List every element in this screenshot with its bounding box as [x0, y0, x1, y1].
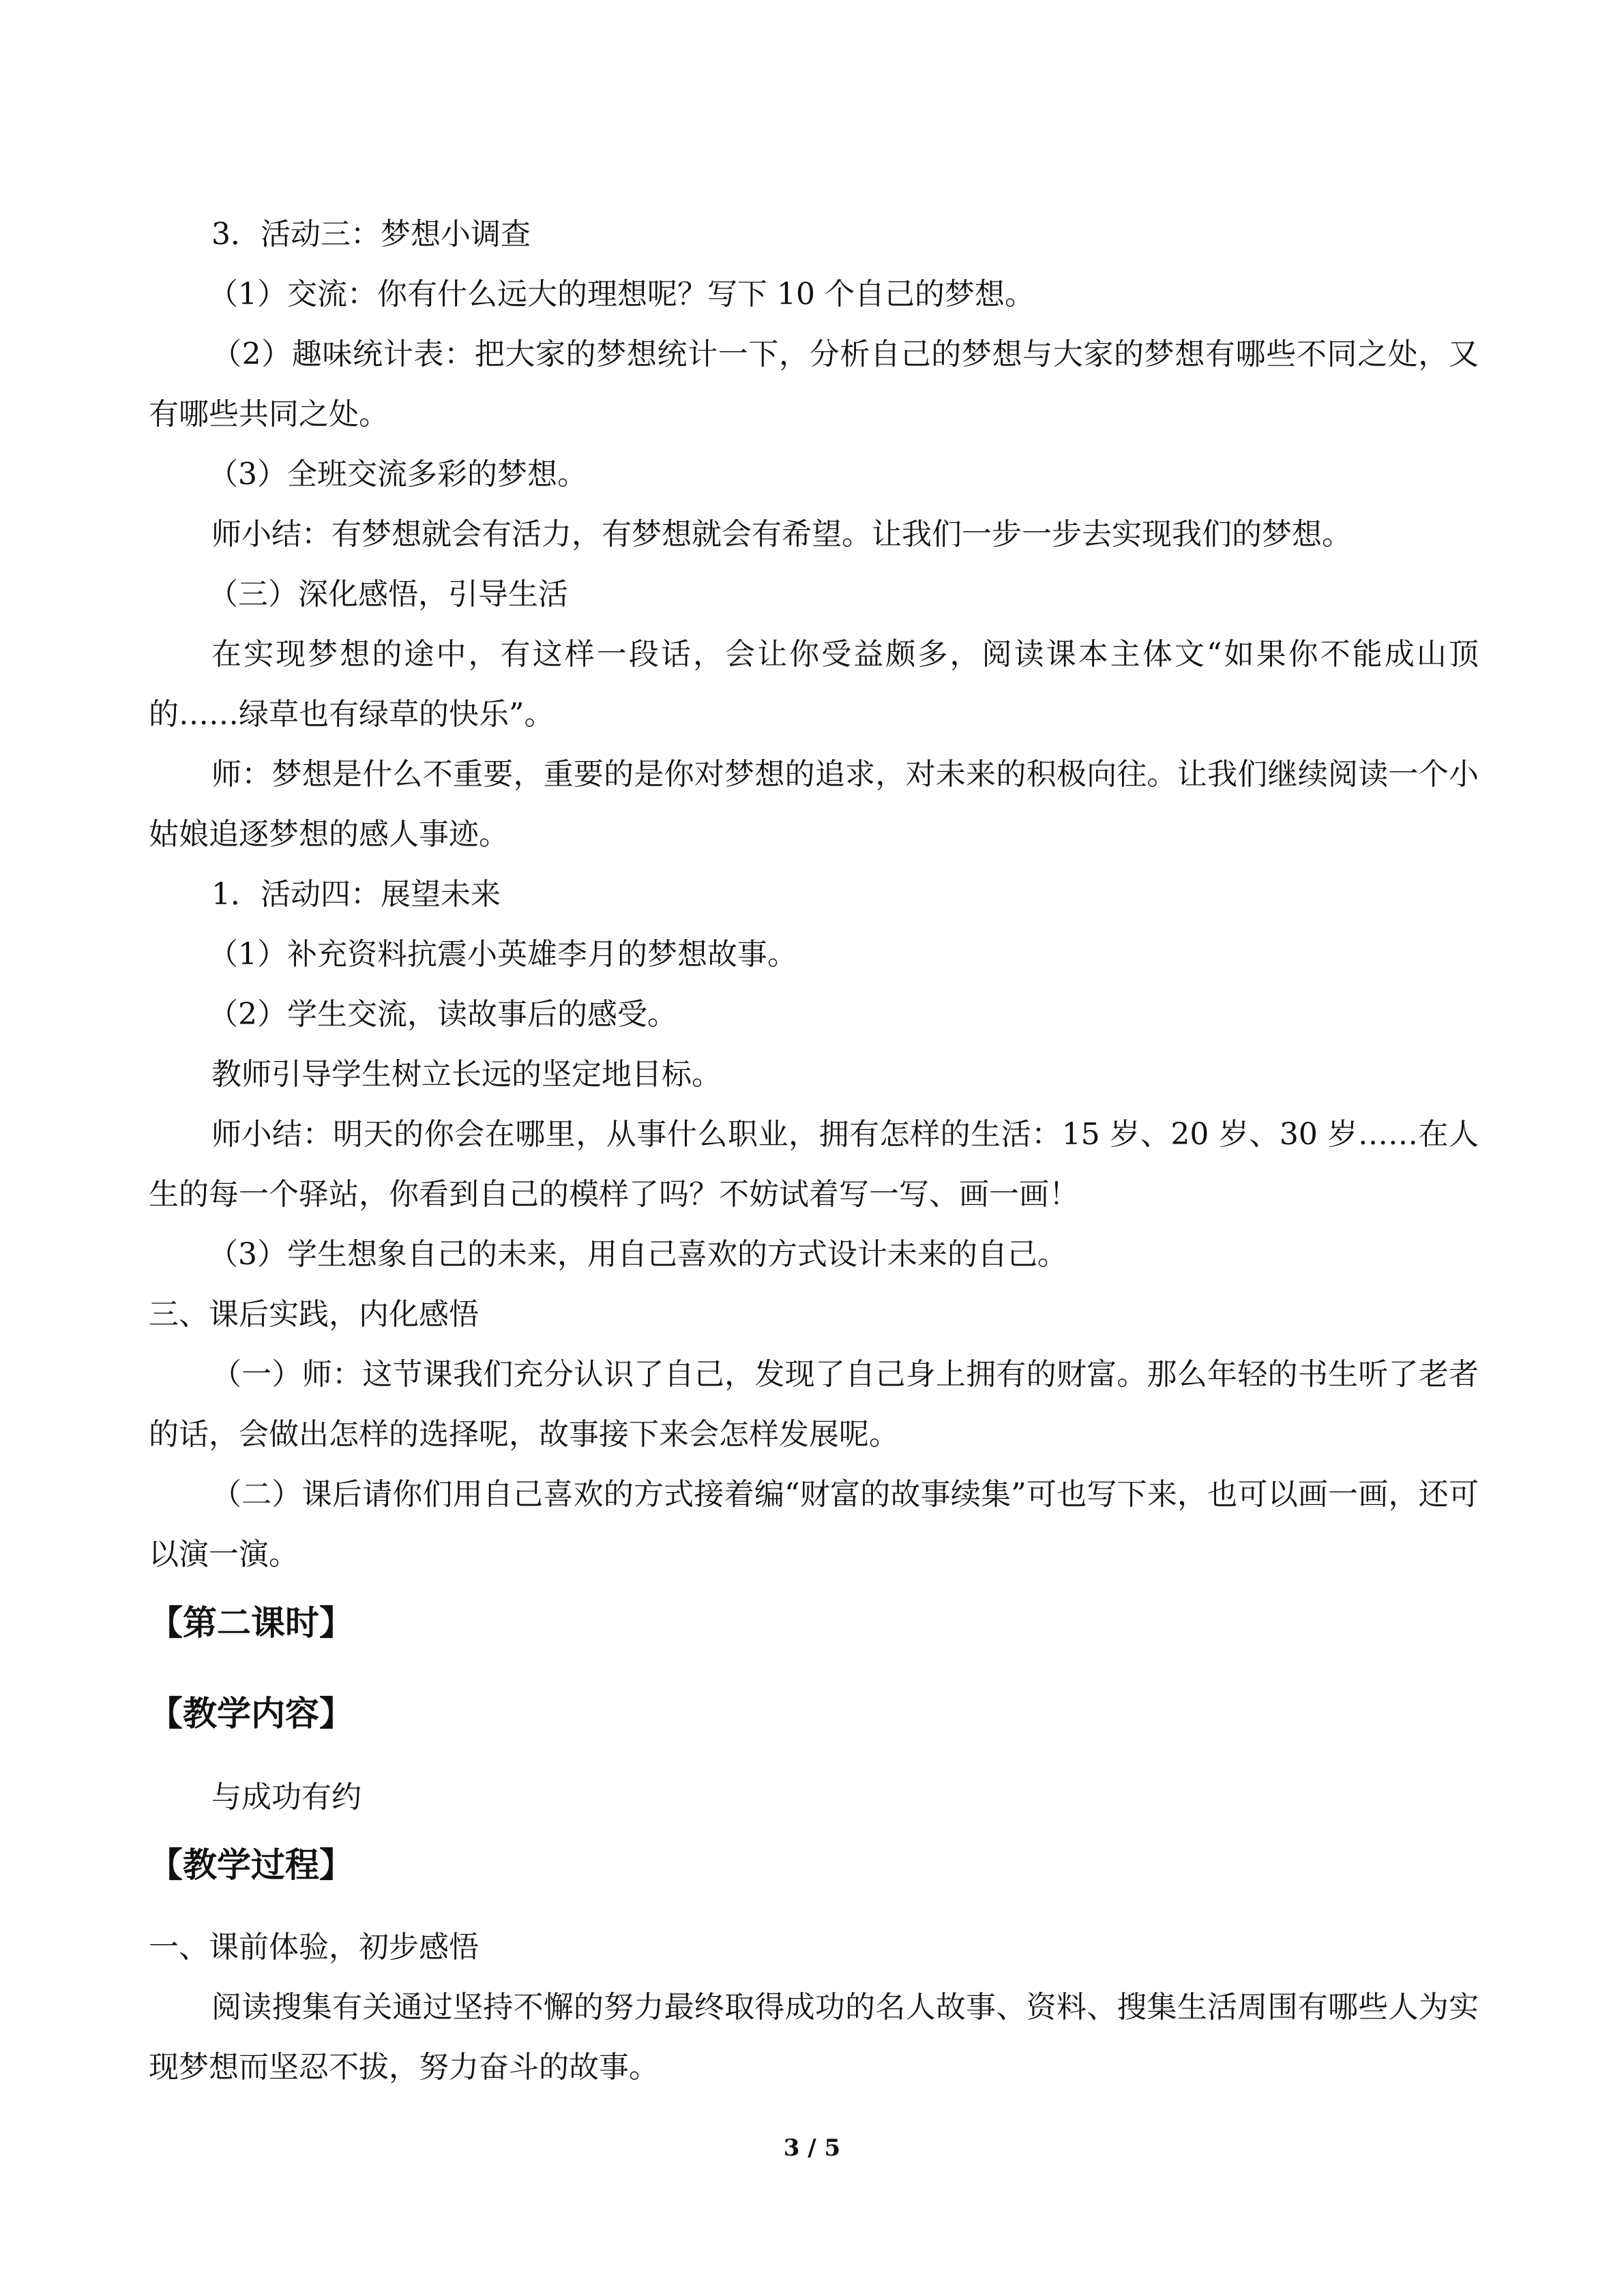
paragraph-pre-class-reading: 阅读搜集有关通过坚持不懈的努力最终取得成功的名人故事、资料、搜集生活周围有哪些人为实现梦想而坚忍不拔，努力奋斗的故事。 [149, 1990, 1479, 2085]
section-after-class-heading: 三、课后实践，内化感悟 [149, 1297, 479, 1332]
paragraph-supplement: （1）补充资料抗震小英雄李月的梦想故事。 [208, 937, 797, 972]
section-pre-class-heading: 一、课前体验，初步感悟 [149, 1930, 479, 1965]
paragraph-student-exchange: （2）学生交流，读故事后的感受。 [208, 997, 677, 1032]
paragraph-class-exchange: （3）全班交流多彩的梦想。 [208, 457, 587, 492]
heading-teaching-content: 【教学内容】 [149, 1694, 353, 1733]
paragraph-teacher-guide: 教师引导学生树立长远的坚定地目标。 [211, 1057, 722, 1092]
paragraph-exchange-dreams: （1）交流：你有什么远大的理想呢？写下 10 个自己的梦想。 [208, 277, 1035, 312]
paragraph-teacher-summary-1: 师小结：有梦想就会有活力，有梦想就会有希望。让我们一步一步去实现我们的梦想。 [211, 517, 1352, 552]
paragraph-teacher-story: （一）师：这节课我们充分认识了自己，发现了自己身上拥有的财富。那么年轻的书生听了老者的话，会做出怎样的选择呢，故事接下来会怎样发展呢。 [149, 1357, 1479, 1452]
section-three-heading: （三）深化感悟，引导生活 [208, 577, 568, 612]
activity-three-title: 3．活动三：梦想小调查 [211, 217, 531, 252]
paragraph-teacher-dream: 师：梦想是什么不重要，重要的是你对梦想的追求，对未来的积极向往。让我们继续阅读一个小姑娘追逐梦想的感人事迹。 [149, 757, 1479, 852]
paragraph-reading-text: 在实现梦想的途中，有这样一段话，会让你受益颇多，阅读课本主体文“如果你不能成山顶的……绿草也有绿草的快乐”。 [149, 637, 1479, 732]
heading-teaching-process: 【教学过程】 [149, 1845, 353, 1885]
paragraph-statistics: （2）趣味统计表：把大家的梦想统计一下，分析自己的梦想与大家的梦想有哪些不同之处，又有哪些共同之处。 [149, 337, 1479, 432]
paragraph-homework: （二）课后请你们用自己喜欢的方式接着编“财富的故事续集”可也写下来，也可以画一画，还可以演一演。 [149, 1477, 1479, 1572]
activity-four-title: 1．活动四：展望未来 [211, 877, 501, 912]
paragraph-lesson-topic: 与成功有约 [211, 1780, 361, 1815]
paragraph-imagine-future: （3）学生想象自己的未来，用自己喜欢的方式设计未来的自己。 [208, 1237, 1067, 1272]
page-number: 3 / 5 [783, 2134, 841, 2162]
paragraph-teacher-summary-2: 师小结：明天的你会在哪里，从事什么职业，拥有怎样的生活：15 岁、20 岁、30 岁……在人生的每一个驿站，你看到自己的模样了吗？不妨试着写一写、画一画！ [149, 1117, 1479, 1212]
heading-second-lesson: 【第二课时】 [149, 1603, 353, 1643]
